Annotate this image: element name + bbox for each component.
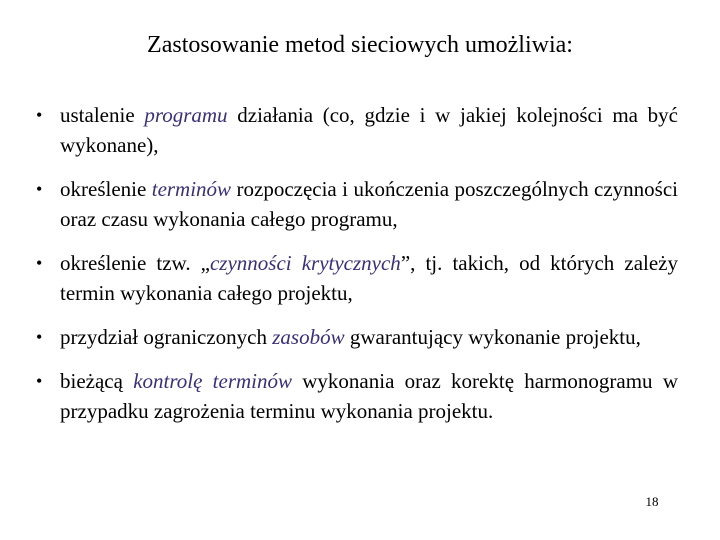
bullet-text-after: rozpoczęcia i ukończenia poszczególnych czynności oraz czasu wykonania całego programu, <box>60 177 678 231</box>
bullet-text-before: bieżącą <box>60 369 134 393</box>
bullet-text-before: ustalenie <box>60 103 145 127</box>
bullet-icon: • <box>36 105 43 125</box>
bullet-emphasis: kontrolę terminów <box>133 369 292 393</box>
bullet-item-zasoby <box>36 322 678 352</box>
bullet-icon: • <box>36 179 43 199</box>
bullet-emphasis: programu <box>144 103 228 127</box>
bullet-text-after: gwarantujący wykonanie projektu, <box>344 325 641 349</box>
bullet-icon: • <box>36 371 43 391</box>
bullet-item-terminy <box>36 174 678 234</box>
bullet-text-before: określenie <box>60 177 152 201</box>
bullet-text-before: określenie tzw. „ <box>60 251 210 275</box>
bullet-icon: • <box>36 327 43 347</box>
bullet-emphasis: zasobów <box>272 325 345 349</box>
bullet-icon: • <box>36 253 43 273</box>
bullet-list <box>36 100 678 440</box>
bullet-item-czynnosci-krytyczne <box>36 248 678 308</box>
bullet-item-kontrola <box>36 366 678 426</box>
slide-title: Zastosowanie metod sieciowych umożliwia: <box>147 32 573 58</box>
page-number: 18 <box>645 494 659 509</box>
bullet-text-after: działania (co, gdzie i w jakiej kolejności ma być wykonane), <box>60 103 679 157</box>
bullet-text-after: ”, tj. takich, od których zależy termin wykonania całego projektu, <box>60 251 678 305</box>
bullet-text-before: przydział ograniczonych <box>60 325 273 349</box>
bullet-emphasis: czynności krytycznych <box>209 251 401 275</box>
bullet-text-after: wykonania oraz korektę harmonogramu w przypadku zagrożenia terminu wykonania projektu. <box>60 369 678 423</box>
bullet-emphasis: terminów <box>151 177 232 201</box>
bullet-item-program <box>36 100 678 160</box>
